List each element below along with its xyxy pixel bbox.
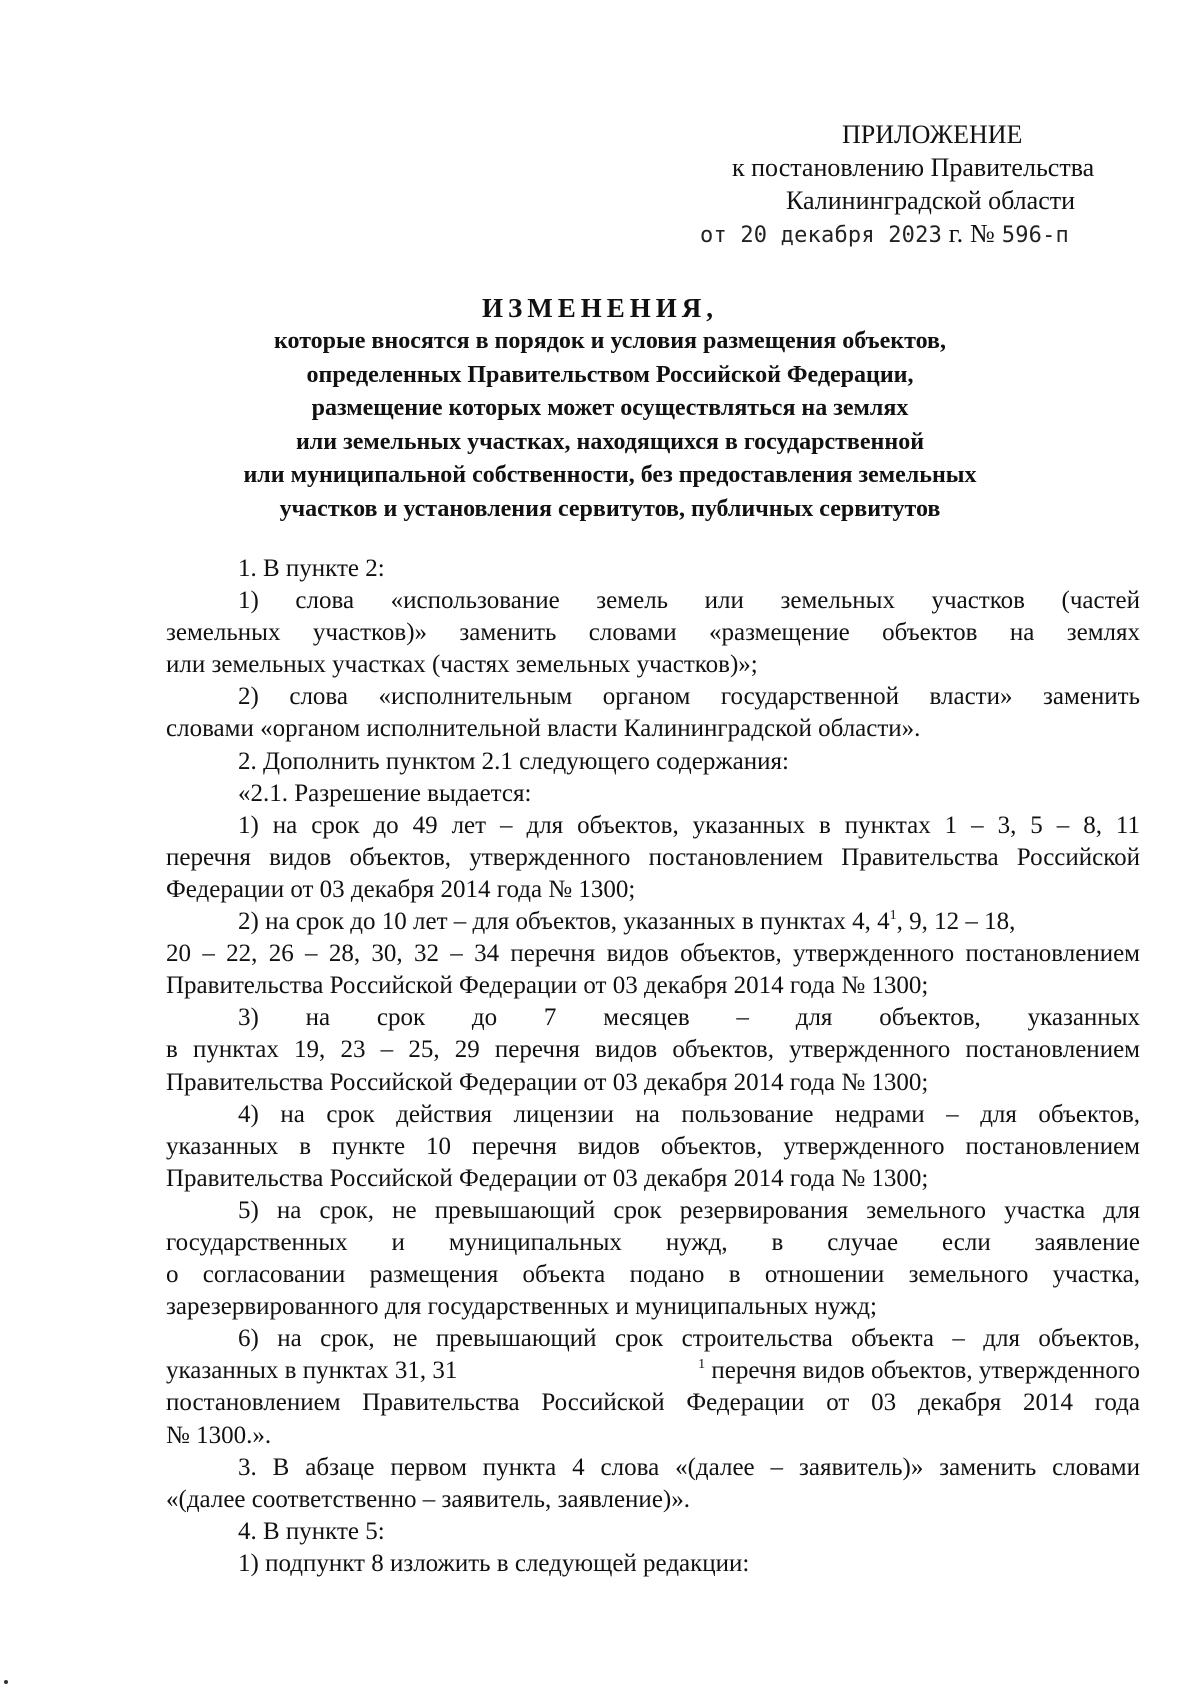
subtitle-line: или муниципальной собственности, без предоставления земельных: [243, 462, 977, 488]
body-line: Федерации от 03 декабря 2014 года № 1300;: [166, 875, 636, 903]
appendix-title: ПРИЛОЖЕНИЕ: [842, 120, 1023, 149]
body-line: 2. Дополнить пунктом 2.1 следующего содержания:: [238, 747, 789, 775]
body-line: земельных участков)» заменить словами «размещение объектов на землях: [166, 619, 1140, 647]
appendix-date-mid: г. №: [942, 219, 1002, 248]
body-line: 1) на срок до 49 лет – для объектов, указанных в пунктах 1 – 3, 5 – 8, 11: [238, 811, 1140, 839]
subtitle-line: или земельных участках, находящихся в государственной: [295, 428, 925, 455]
appendix-number-stamp: 596-п: [1001, 223, 1069, 248]
body-line: о согласовании размещения объекта подано в отношении земельного участка,: [166, 1261, 1140, 1289]
body-line: 2) слова «исполнительным органом государственной власти» заменить: [238, 683, 1140, 711]
body-line: 1) подпункт 8 изложить в следующей редакции:: [238, 1549, 750, 1577]
body-line: 1. В пункте 2:: [238, 555, 385, 582]
body-line: указанных в пункте 10 перечня видов объектов, утвержденного постановлением: [166, 1132, 1140, 1160]
body-line: [166, 1355, 1140, 1387]
appendix-date-stamp: от 20 декабря 2023: [700, 223, 943, 248]
body-line: Правительства Российской Федерации от 03 декабря 2014 года № 1300;: [166, 972, 929, 1000]
body-line: в пунктах 19, 23 – 25, 29 перечня видов объектов, утвержденного постановлением: [166, 1036, 1140, 1064]
body-line: «(далее соответственно – заявитель, заявление)».: [166, 1485, 690, 1513]
body-line: 6) на срок, не превышающий срок строительства объекта – для объектов,: [238, 1325, 1140, 1353]
superscript: 1: [889, 908, 897, 924]
body-line-part: перечня видов объектов, утвержденного: [705, 1357, 1140, 1385]
body-line: государственных и муниципальных нужд, в случае если заявление: [166, 1228, 1140, 1256]
body-line: [166, 906, 1140, 938]
body-line: словами «органом исполнительной власти Калининградской области».: [166, 715, 921, 743]
body-line: 4) на срок действия лицензии на пользование недрами – для объектов,: [238, 1100, 1140, 1128]
body-line-part: , 9, 12 – 18,: [896, 908, 1016, 936]
document-subtitle: [160, 325, 1060, 526]
body-line: 3. В абзаце первом пункта 4 слова «(далее – заявитель)» заменить словами: [238, 1453, 1140, 1481]
body-line: постановлением Правительства Российской Федерации от 03 декабря 2014 года: [166, 1389, 1140, 1417]
body-line: 3) на срок до 7 месяцев – для объектов, указанных: [238, 1004, 1140, 1032]
body-line: «2.1. Разрешение выдается:: [238, 779, 532, 807]
appendix-line-resolution: к постановлению Правительства: [732, 153, 1095, 182]
subtitle-line: размещение которых может осуществляться на землях: [311, 395, 909, 421]
subtitle-line: которые вносятся в порядок и условия размещения объектов,: [274, 328, 946, 354]
appendix-header: [700, 118, 1120, 252]
body-line: 1) слова «использование земель или земельных участков (частей: [238, 587, 1140, 615]
body-line: зарезервированного для государственных и муниципальных нужд;: [166, 1293, 877, 1321]
subtitle-line: определенных Правительством Российской Федерации,: [306, 361, 914, 388]
body-line: № 1300.».: [166, 1421, 272, 1449]
body-line: 20 – 22, 26 – 28, 30, 32 – 34 перечня видов объектов, утвержденного постановлением: [166, 940, 1140, 968]
body-line: 5) на срок, не превышающий срок резервирования земельного участка для: [238, 1196, 1140, 1224]
body-line: или земельных участках (частях земельных участков)»;: [166, 651, 758, 679]
body-line: 4. В пункте 5:: [238, 1517, 385, 1545]
appendix-line-region: Калининградской области: [786, 186, 1076, 215]
body-line: Правительства Российской Федерации от 03 декабря 2014 года № 1300;: [166, 1068, 929, 1096]
subtitle-line: участков и установления сервитутов, публичных сервитутов: [279, 495, 941, 522]
document-body: [166, 553, 1140, 1580]
body-line-part: 2) на срок до 10 лет – для объектов, указанных в пунктах 4, 4: [238, 908, 890, 936]
document-title: ИЗМЕНЕНИЯ,: [481, 293, 718, 323]
scan-speck: [4, 1680, 8, 1684]
superscript: 1: [698, 1357, 706, 1373]
body-line: Правительства Российской Федерации от 03 декабря 2014 года № 1300;: [166, 1164, 929, 1192]
appendix-date-line: [700, 217, 1120, 252]
body-line-part: [166, 1355, 536, 1387]
body-line: перечня видов объектов, утвержденного постановлением Правительства Российской: [166, 843, 1140, 871]
body-line-part: указанных в пунктах 31, 31: [166, 1357, 458, 1385]
body-line-part: [698, 1355, 1140, 1387]
